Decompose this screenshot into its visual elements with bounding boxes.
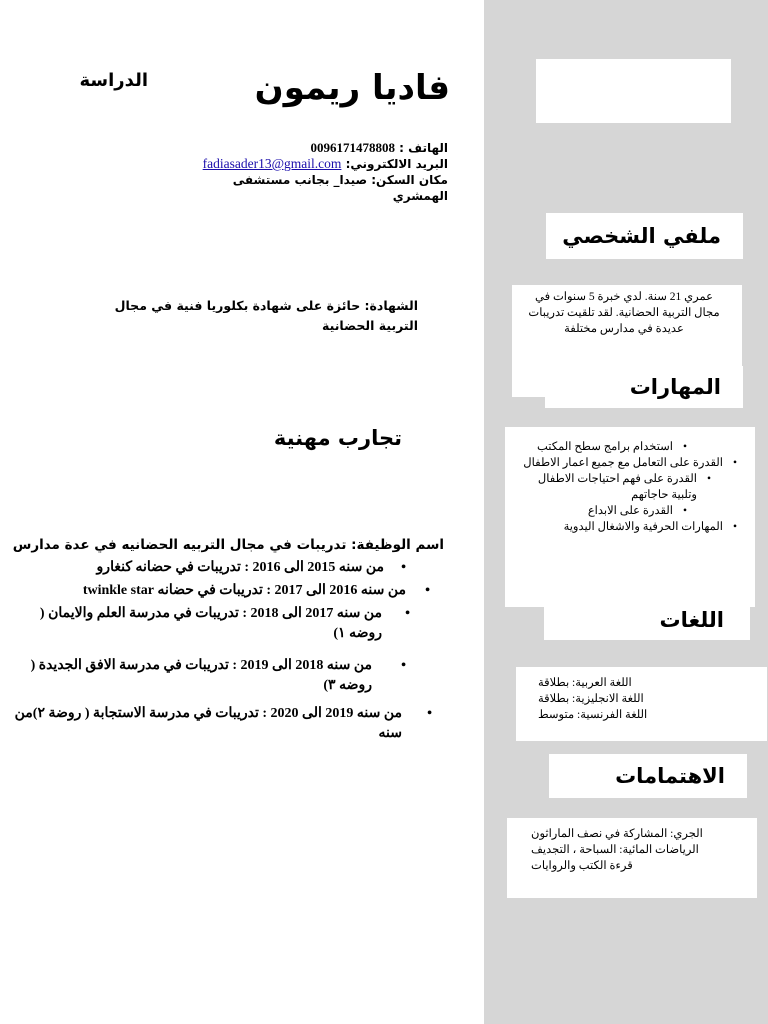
profile-title: ملفي الشخصي <box>562 224 721 248</box>
address-label: مكان السكن: <box>371 173 448 187</box>
email-label: البريد الالكتروني: <box>345 157 448 171</box>
list-item: قرءة الكتب والروايات <box>531 860 633 872</box>
email-row <box>180 156 448 172</box>
list-item: • من سنه 2015 الى 2016 : تدريبات في حضانه كنغارو <box>14 558 406 578</box>
address-value: صيدا_ بجانب مستشفى الهمشري <box>232 173 448 203</box>
interests-heading <box>549 754 747 798</box>
skills-list <box>505 427 755 535</box>
skills-heading <box>545 366 743 408</box>
phone-row <box>180 140 448 156</box>
profile-text: عمري 21 سنة. لدي خبرة 5 سنوات في مجال التربية الحضانية. لقد تلقيت تدريبات عديدة في مدارس مختلفة <box>528 291 720 335</box>
list-item: • من سنه 2019 الى 2020 : تدريبات في مدرسة الاستجابة ( روضة ٢)من سنه <box>14 704 432 744</box>
list-item: الجري: المشاركة في نصف الماراثون <box>531 828 703 840</box>
address-row <box>180 172 448 204</box>
experience-title: تجارب مهنية <box>273 426 402 450</box>
profile-heading <box>546 213 743 259</box>
list-item: • من سنه 2018 الى 2019 : تدريبات في مدرسة الافق الجديدة ( روضه ٣) <box>14 656 406 696</box>
languages-heading <box>544 600 750 640</box>
list-item: اللغة الانجليزية: بطلاقة <box>538 693 644 705</box>
education-title: الدراسة <box>79 70 148 91</box>
interests-box <box>507 818 757 898</box>
list-item: • القدرة على فهم احتياجات الاطفال وتلبية حاجاتهم <box>521 471 711 503</box>
list-item: • المهارات الحرفية والاشغال اليدوية <box>521 519 737 535</box>
interests-title: الاهتمامات <box>615 764 725 788</box>
list-item: • من سنه 2016 الى 2017 : تدريبات في حضانه twinkle star <box>14 581 430 601</box>
list-item: • استخدام برامج سطح المكتب <box>521 439 687 455</box>
certificate-text: الشهادة: حائزة على شهادة بكلوريا فنية في مجال التربية الحضانية <box>114 298 418 333</box>
phone-label: الهاتف : <box>399 141 448 155</box>
job-title: اسم الوظيفة: تدريبات في مجال التربيه الحضانيه في عدة مدارس <box>12 537 444 553</box>
languages-box <box>516 667 767 741</box>
email-link[interactable]: fadiasader13@gmail.com <box>202 156 342 171</box>
candidate-name: فاديا ريمون <box>254 68 450 108</box>
photo-placeholder <box>536 59 731 123</box>
interests-list <box>507 818 757 874</box>
languages-list <box>516 667 767 723</box>
contact-block <box>180 140 448 204</box>
experience-list <box>14 558 406 747</box>
list-item: • من سنه 2017 الى 2018 : تدريبات في مدرسة العلم والايمان ( روضه ١) <box>14 604 410 644</box>
phone-value: 0096171478808 <box>310 140 395 155</box>
skills-box <box>505 427 755 607</box>
languages-title: اللغات <box>659 608 724 632</box>
list-item: الرياضات المائية: السباحة ، التجديف <box>531 844 699 856</box>
skills-title: المهارات <box>629 375 721 399</box>
list-item: • القدرة على التعامل مع جميع اعمار الاطفال <box>521 455 737 471</box>
list-item: • القدرة على الابداع <box>521 503 687 519</box>
list-item: اللغة العربية: بطلاقة <box>538 677 632 689</box>
list-item: اللغة الفرنسية: متوسط <box>538 709 648 721</box>
